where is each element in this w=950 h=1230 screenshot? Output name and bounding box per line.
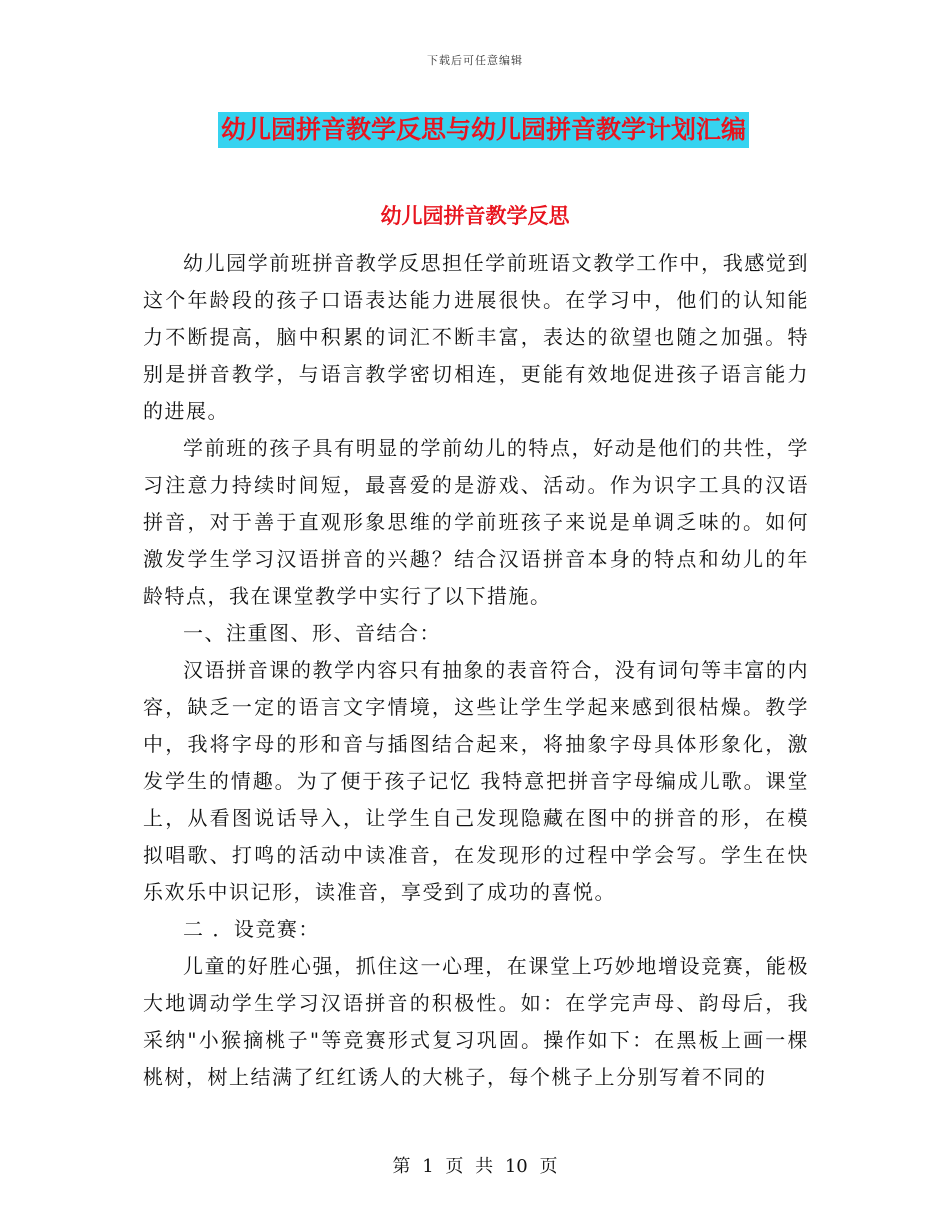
paragraph-3: 汉语拼音课的教学内容只有抽象的表音符合，没有词句等丰富的内容，缺乏一定的语言文字情境，这些让学生学起来感到很枯燥。教学中，我将字母的形和音与插图结合起来，将抽象字母具体形象化，激发学生的情趣。为了便于孩子记忆 我特意把拼音字母编成儿歌。课堂上，从看图说话导入，让学生自己发现隐藏在图中的拼音的形，在模拟唱歌、打鸣的活动中读准音，在发现形的过程中学会写。学生在快乐欢乐中识记形，读准音，享受到了成功的喜悦。 <box>143 658 809 904</box>
paragraph-1: 幼儿园学前班拼音教学反思担任学前班语文教学工作中，我感觉到这个年龄段的孩子口语表达能力进展很快。在学习中，他们的认知能力不断提高，脑中积累的词汇不断丰富，表达的欲望也随之加强。特别是拼音教学，与语言教学密切相连，更能有效地促进孩子语言能力的进展。 <box>143 251 809 423</box>
document-main-title: 幼儿园拼音教学反思与幼儿园拼音教学计划汇编 <box>218 112 749 148</box>
subheading-2: 二 ．设竞赛： <box>183 917 320 941</box>
header-note: 下载后可任意编辑 <box>427 54 523 67</box>
section-title: 幼儿园拼音教学反思 <box>380 204 570 228</box>
paragraph-4: 儿童的好胜心强，抓住这一心理，在课堂上巧妙地增设竞赛，能极大地调动学生学习汉语拼音的积极性。如：在学完声母、韵母后，我采纳"小猴摘桃子"等竞赛形式复习巩固。操作如下：在黑板上画一棵桃树，树上结满了红红诱人的大桃子，每个桃子上分别写着不同的 <box>143 954 809 1089</box>
document-body <box>143 245 809 1096</box>
subheading-1: 一、注重图、形、音结合： <box>183 621 441 645</box>
paragraph-2: 学前班的孩子具有明显的学前幼儿的特点，好动是他们的共性，学习注意力持续时间短，最喜爱的是游戏、活动。作为识字工具的汉语拼音，对于善于直观形象思维的学前班孩子来说是单调乏味的。如何激发学生学习汉语拼音的兴趣？结合汉语拼音本身的特点和幼儿的年龄特点，我在课堂教学中实行了以下措施。 <box>143 436 809 608</box>
page-footer: 第 1 页 共 10 页 <box>392 1156 558 1177</box>
